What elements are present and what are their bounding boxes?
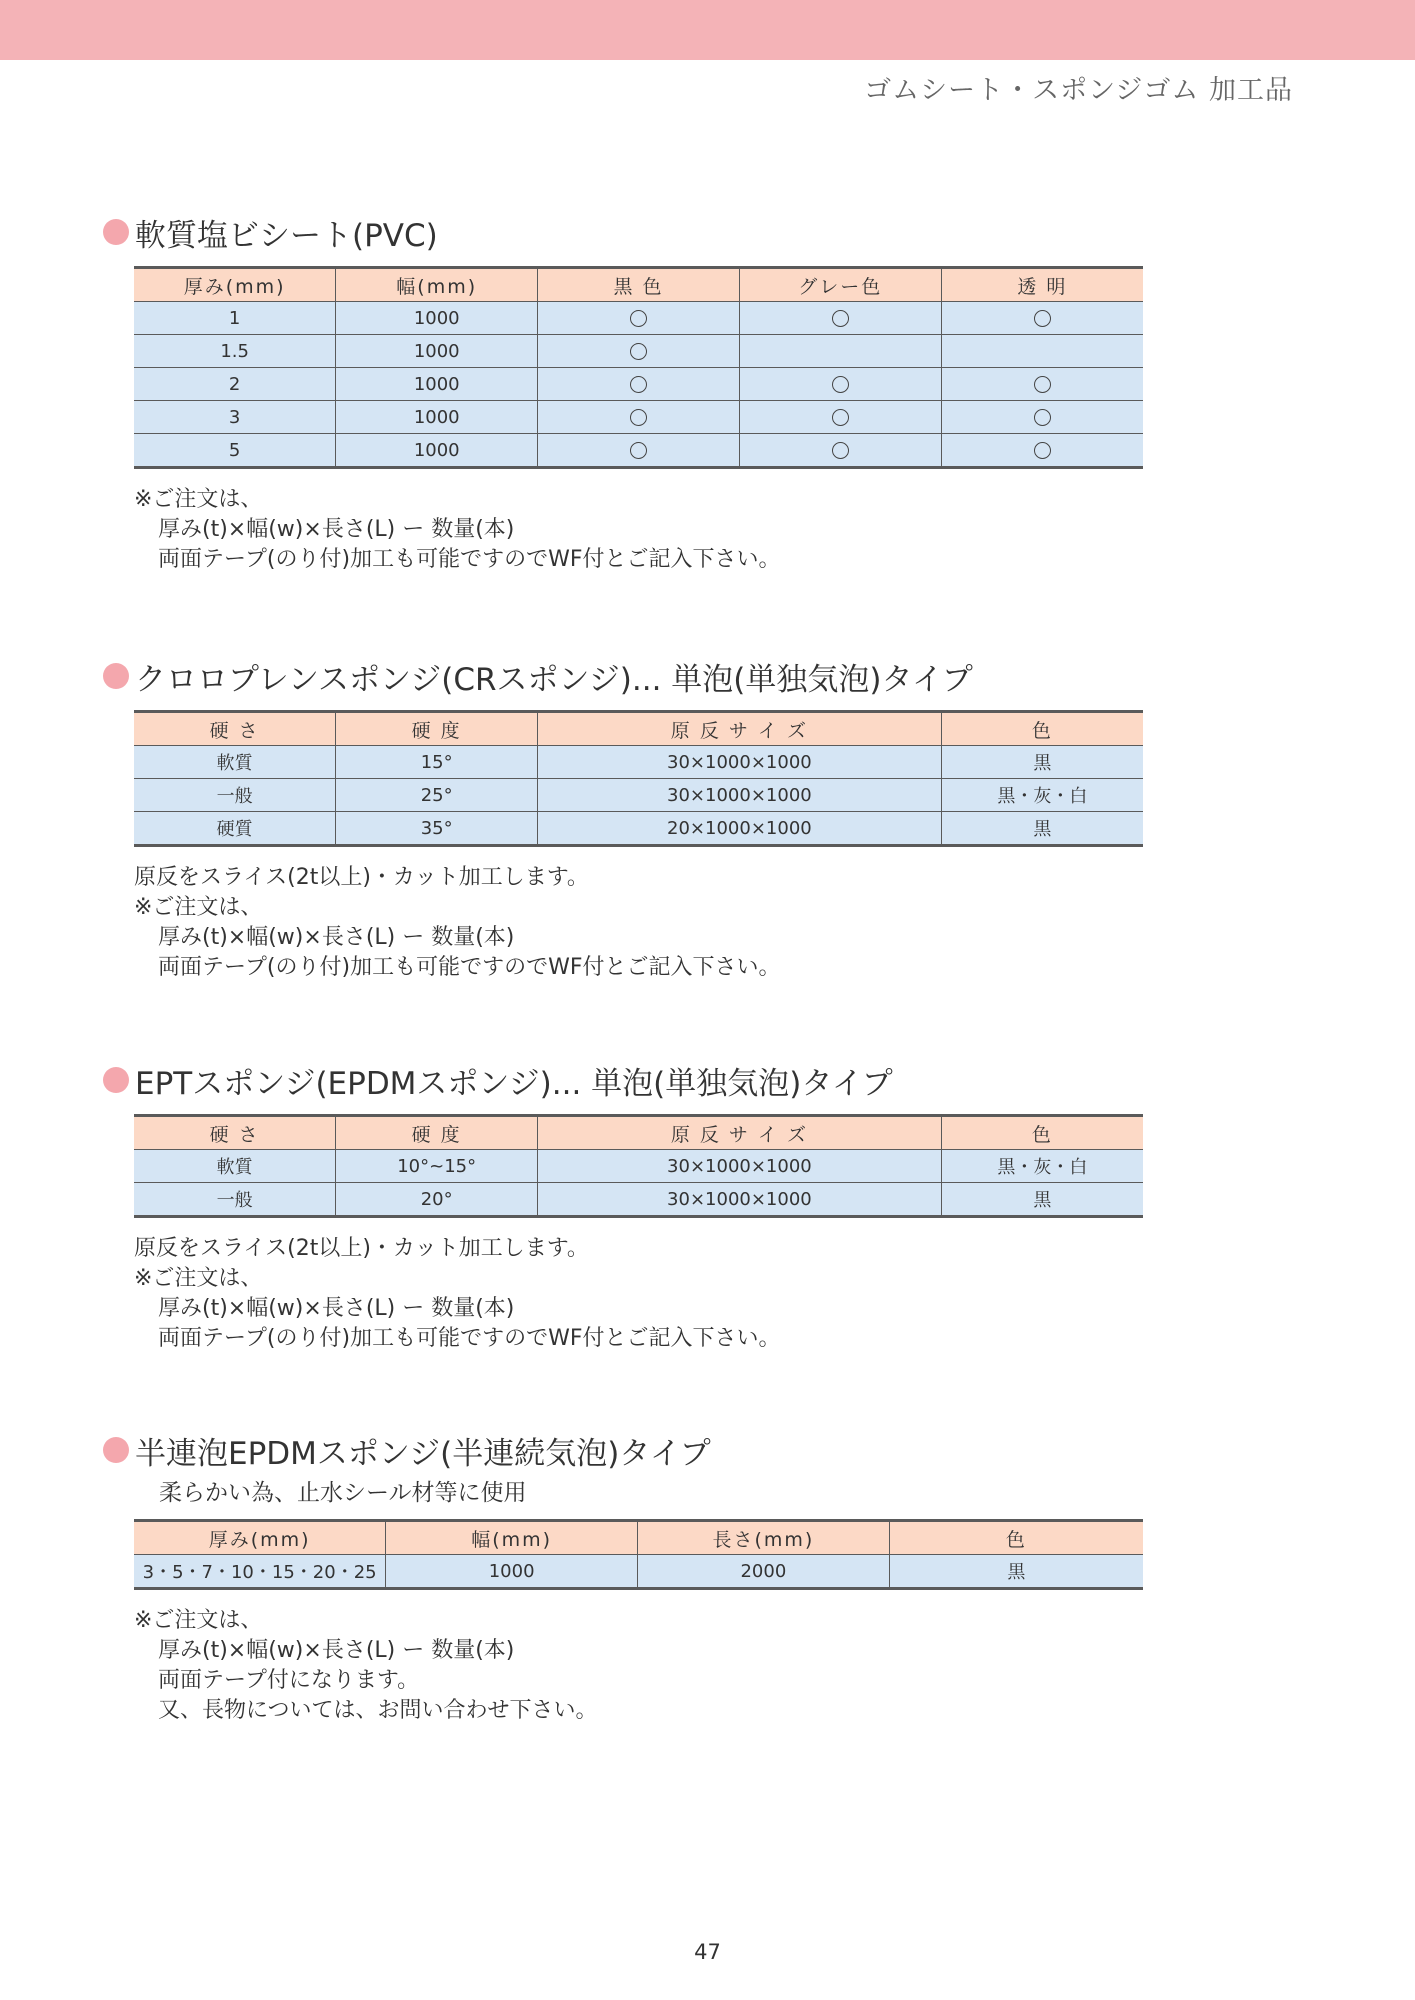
column-header: 原 反 サ イ ズ bbox=[538, 1116, 942, 1150]
table-cell bbox=[739, 368, 941, 401]
section-pvc bbox=[103, 210, 1143, 575]
section-title-text: EPTスポンジ(EPDMスポンジ)... 単泡(単独気泡)タイプ bbox=[135, 1065, 893, 1102]
section-semi-open-epdm bbox=[103, 1428, 1143, 1726]
table-cell bbox=[941, 401, 1143, 434]
table-cell bbox=[538, 401, 740, 434]
bullet-dot-icon bbox=[103, 1067, 129, 1093]
table-cell: 硬質 bbox=[134, 812, 336, 846]
column-header: グレー色 bbox=[739, 268, 941, 302]
column-header: 硬 度 bbox=[336, 712, 538, 746]
note-line: ※ご注文は、 bbox=[134, 1608, 263, 1633]
column-header: 透 明 bbox=[941, 268, 1143, 302]
column-header: 幅(mm) bbox=[336, 268, 538, 302]
table-cell bbox=[739, 401, 941, 434]
table-cell: 黒・灰・白 bbox=[941, 779, 1143, 812]
page-number: 47 bbox=[694, 1940, 721, 1964]
table-header-row bbox=[134, 268, 1143, 302]
table-cell: 10°~15° bbox=[336, 1150, 538, 1183]
table-row bbox=[134, 434, 1143, 468]
table-cell: 30×1000×1000 bbox=[538, 779, 942, 812]
table-cell: 20° bbox=[336, 1183, 538, 1217]
table-cell: 2 bbox=[134, 368, 336, 401]
cr-notes bbox=[134, 863, 1143, 983]
column-header: 原 反 サ イ ズ bbox=[538, 712, 942, 746]
table-cell bbox=[739, 434, 941, 468]
pvc-table bbox=[134, 266, 1143, 469]
circle-mark-icon bbox=[1034, 442, 1051, 459]
cr-table-body bbox=[134, 746, 1143, 846]
table-cell: 1 bbox=[134, 302, 336, 335]
note-line: 原反をスライス(2t以上)・カット加工します。 bbox=[134, 1236, 589, 1261]
table-row bbox=[134, 1150, 1143, 1183]
table-cell bbox=[941, 434, 1143, 468]
table-cell: 15° bbox=[336, 746, 538, 779]
circle-mark-icon bbox=[1034, 376, 1051, 393]
table-cell bbox=[538, 335, 740, 368]
table-cell: 30×1000×1000 bbox=[538, 1183, 942, 1217]
table-cell bbox=[739, 302, 941, 335]
circle-mark-icon bbox=[630, 409, 647, 426]
table-cell: 1000 bbox=[336, 302, 538, 335]
table-cell bbox=[538, 302, 740, 335]
pvc-table-body bbox=[134, 302, 1143, 468]
cr-table bbox=[134, 710, 1143, 847]
note-line: 両面テープ(のり付)加工も可能ですのでWF付とご記入下さい。 bbox=[158, 1326, 781, 1351]
note-line: 厚み(t)×幅(w)×長さ(L) ー 数量(本) bbox=[158, 1638, 515, 1663]
table-row bbox=[134, 812, 1143, 846]
note-line: 両面テープ(のり付)加工も可能ですのでWF付とご記入下さい。 bbox=[158, 955, 781, 980]
table-cell bbox=[941, 368, 1143, 401]
table-cell: 1000 bbox=[336, 434, 538, 468]
table-cell: 軟質 bbox=[134, 746, 336, 779]
table-row bbox=[134, 1555, 1143, 1589]
column-header: 硬 度 bbox=[336, 1116, 538, 1150]
table-cell bbox=[941, 302, 1143, 335]
table-cell: 30×1000×1000 bbox=[538, 746, 942, 779]
header-band bbox=[0, 0, 1415, 60]
table-cell: 軟質 bbox=[134, 1150, 336, 1183]
section-title-text: 半連泡EPDMスポンジ(半連続気泡)タイプ bbox=[135, 1435, 711, 1472]
table-row bbox=[134, 779, 1143, 812]
note-line: 厚み(t)×幅(w)×長さ(L) ー 数量(本) bbox=[158, 925, 515, 950]
column-header: 色 bbox=[941, 1116, 1143, 1150]
note-line: ※ご注文は、 bbox=[134, 895, 263, 920]
bullet-dot-icon bbox=[103, 219, 129, 245]
column-header: 色 bbox=[941, 712, 1143, 746]
table-cell: 1.5 bbox=[134, 335, 336, 368]
circle-mark-icon bbox=[832, 442, 849, 459]
note-line: 厚み(t)×幅(w)×長さ(L) ー 数量(本) bbox=[158, 517, 515, 542]
table-row bbox=[134, 302, 1143, 335]
note-line: 又、長物については、お問い合わせ下さい。 bbox=[158, 1698, 598, 1723]
circle-mark-icon bbox=[1034, 409, 1051, 426]
table-cell: 3・5・7・10・15・20・25 bbox=[134, 1555, 386, 1589]
table-cell bbox=[538, 368, 740, 401]
column-header: 黒 色 bbox=[538, 268, 740, 302]
section-subtitle: 柔らかい為、止水シール材等に使用 bbox=[159, 1480, 527, 1506]
ept-table bbox=[134, 1114, 1143, 1218]
circle-mark-icon bbox=[832, 310, 849, 327]
table-cell: 黒 bbox=[941, 812, 1143, 846]
table-row bbox=[134, 401, 1143, 434]
pvc-notes bbox=[134, 485, 1143, 575]
table-header-row bbox=[134, 712, 1143, 746]
column-header: 硬 さ bbox=[134, 1116, 336, 1150]
column-header: 幅(mm) bbox=[386, 1521, 638, 1555]
table-cell: 20×1000×1000 bbox=[538, 812, 942, 846]
section-title-text: クロロプレンスポンジ(CRスポンジ)... 単泡(単独気泡)タイプ bbox=[135, 661, 973, 698]
section-title bbox=[103, 1058, 1143, 1102]
note-line: 両面テープ付になります。 bbox=[158, 1668, 420, 1693]
semi-table bbox=[134, 1519, 1143, 1590]
table-cell bbox=[739, 335, 941, 368]
table-header-row bbox=[134, 1116, 1143, 1150]
column-header: 厚み(mm) bbox=[134, 1521, 386, 1555]
bullet-dot-icon bbox=[103, 663, 129, 689]
table-cell: 黒 bbox=[889, 1555, 1143, 1589]
table-cell: 黒・灰・白 bbox=[941, 1150, 1143, 1183]
circle-mark-icon bbox=[630, 442, 647, 459]
note-line: 厚み(t)×幅(w)×長さ(L) ー 数量(本) bbox=[158, 1296, 515, 1321]
table-cell bbox=[538, 434, 740, 468]
semi-table-body bbox=[134, 1555, 1143, 1589]
circle-mark-icon bbox=[832, 409, 849, 426]
table-cell: 1000 bbox=[336, 335, 538, 368]
table-cell bbox=[941, 335, 1143, 368]
table-header-row bbox=[134, 1521, 1143, 1555]
section-title bbox=[103, 210, 1143, 254]
table-cell: 3 bbox=[134, 401, 336, 434]
table-cell: 黒 bbox=[941, 746, 1143, 779]
table-cell: 1000 bbox=[336, 401, 538, 434]
table-cell: 30×1000×1000 bbox=[538, 1150, 942, 1183]
table-cell: 5 bbox=[134, 434, 336, 468]
bullet-dot-icon bbox=[103, 1437, 129, 1463]
column-header: 厚み(mm) bbox=[134, 268, 336, 302]
table-cell: 35° bbox=[336, 812, 538, 846]
table-row bbox=[134, 368, 1143, 401]
circle-mark-icon bbox=[1034, 310, 1051, 327]
semi-notes bbox=[134, 1606, 1143, 1726]
ept-notes bbox=[134, 1234, 1143, 1354]
circle-mark-icon bbox=[630, 376, 647, 393]
circle-mark-icon bbox=[630, 343, 647, 360]
circle-mark-icon bbox=[630, 310, 647, 327]
section-cr-sponge bbox=[103, 654, 1143, 983]
note-line: ※ご注文は、 bbox=[134, 1266, 263, 1291]
table-cell: 2000 bbox=[638, 1555, 890, 1589]
table-cell: 25° bbox=[336, 779, 538, 812]
note-line: ※ご注文は、 bbox=[134, 487, 263, 512]
section-title bbox=[103, 654, 1143, 698]
note-line: 両面テープ(のり付)加工も可能ですのでWF付とご記入下さい。 bbox=[158, 547, 781, 572]
ept-table-body bbox=[134, 1150, 1143, 1217]
table-cell: 黒 bbox=[941, 1183, 1143, 1217]
table-cell: 1000 bbox=[386, 1555, 638, 1589]
table-row bbox=[134, 746, 1143, 779]
circle-mark-icon bbox=[832, 376, 849, 393]
table-cell: 1000 bbox=[336, 368, 538, 401]
section-title bbox=[103, 1428, 1143, 1472]
section-title-text: 軟質塩ビシート(PVC) bbox=[135, 217, 438, 254]
column-header: 長さ(mm) bbox=[638, 1521, 890, 1555]
table-cell: 一般 bbox=[134, 1183, 336, 1217]
table-row bbox=[134, 335, 1143, 368]
table-row bbox=[134, 1183, 1143, 1217]
header-title: ゴムシート・スポンジゴム 加工品 bbox=[864, 75, 1293, 106]
table-cell: 一般 bbox=[134, 779, 336, 812]
note-line: 原反をスライス(2t以上)・カット加工します。 bbox=[134, 865, 589, 890]
column-header: 硬 さ bbox=[134, 712, 336, 746]
section-ept-sponge bbox=[103, 1058, 1143, 1354]
column-header: 色 bbox=[889, 1521, 1143, 1555]
